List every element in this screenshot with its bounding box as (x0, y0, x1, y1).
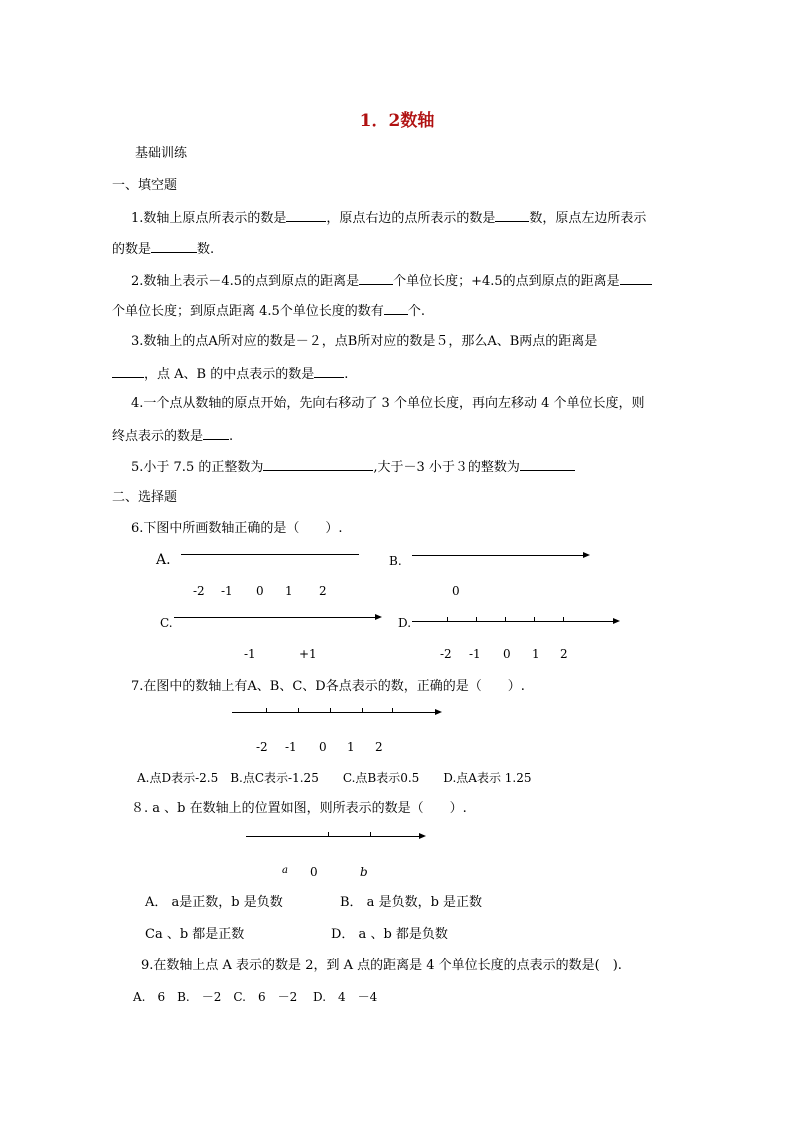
q7-tick (266, 708, 267, 713)
q7-tick (330, 708, 331, 713)
q6-axis-d (412, 621, 614, 622)
q6-d-label-4: 1 (532, 647, 540, 661)
q6-c-label-1: -1 (244, 647, 256, 661)
question-5 (131, 458, 575, 476)
q4-part-c: . (229, 429, 234, 444)
q1-part-a: 1.数轴上原点所表示的数是 (131, 211, 287, 226)
q7-tick (298, 708, 299, 713)
q6-d-tick (534, 617, 535, 622)
q3-blank-2[interactable] (314, 365, 344, 378)
q7-tick (362, 708, 363, 713)
q6-axis-a (181, 554, 359, 555)
q6-d-label-3: 0 (503, 647, 511, 661)
q6-option-b[interactable]: B. (389, 554, 402, 568)
q2-part-b: 个单位长度；+4.5的点到原点的距离是 (393, 274, 620, 289)
question-2-line-1 (131, 272, 652, 290)
q8-option-d[interactable]: D． a 、b 都是负数 (331, 927, 448, 942)
q8-axis (246, 836, 420, 837)
q6-a-label-4: 1 (285, 584, 293, 598)
q6-a-label-3: 0 (256, 584, 264, 598)
question-9-stem: 9.在数轴上点 A 表示的数是 2，到 A 点的距离是 4 个单位长度的点表示的数是( ). (141, 958, 622, 973)
question-4-line-2 (112, 427, 233, 445)
q7-label-1: -2 (256, 740, 268, 754)
q8-option-c[interactable]: Ca 、b 都是正数 (145, 927, 245, 942)
question-4-line-1: 4.一个点从数轴的原点开始，先向右移动了 3 个单位长度，再向左移动 4 个单位长度，则 (131, 396, 645, 411)
q6-option-a[interactable]: A. (156, 552, 171, 568)
question-1-line-2 (112, 240, 214, 258)
q6-axis-b (412, 555, 584, 556)
q5-blank-1[interactable] (263, 458, 373, 471)
q7-label-3: 0 (319, 740, 327, 754)
q6-option-d[interactable]: D. (398, 616, 412, 630)
q8-tick (370, 832, 371, 837)
q4-blank-1[interactable] (203, 427, 229, 440)
q7-options[interactable]: A.点D表示-2.5 B.点C表示-1.25 C.点B表示0.5 D.点A表示 1.25 (137, 771, 532, 785)
q2-blank-1[interactable] (359, 272, 393, 285)
q6-d-label-1: -2 (440, 647, 452, 661)
question-8-stem: ８. a 、b 在数轴上的位置如图，则所表示的数是（ ）. (131, 801, 467, 816)
q6-d-label-2: -1 (469, 647, 481, 661)
q1-blank-3[interactable] (151, 240, 197, 253)
question-2-line-2 (112, 302, 425, 320)
question-3-line-1: 3.数轴上的点A所对应的数是－２，点B所对应的数是５，那么A、B两点的距离是 (131, 334, 598, 349)
question-7-stem: 7.在图中的数轴上有A、B、C、D各点表示的数，正确的是（ ）. (131, 679, 525, 694)
q2-part-c: 个单位长度；到原点距离 4.5个单位长度的数有 (112, 304, 384, 319)
q7-label-4: 1 (347, 740, 355, 754)
question-1-line-1 (131, 209, 646, 227)
q2-part-a: 2.数轴上表示－4.5的点到原点的距离是 (131, 274, 360, 289)
q2-blank-2[interactable] (620, 272, 652, 285)
q6-c-label-2: +1 (299, 647, 317, 661)
q2-blank-3[interactable] (384, 302, 408, 315)
question-6-stem: 6.下图中所画数轴正确的是（ ）. (131, 521, 343, 536)
q6-a-label-2: -1 (221, 584, 233, 598)
q7-label-5: 2 (375, 740, 383, 754)
q6-a-label-1: -2 (193, 584, 205, 598)
q6-d-label-5: 2 (560, 647, 568, 661)
page-title: 1．2数轴 (359, 111, 435, 131)
q2-part-d: 个. (407, 304, 425, 319)
q1-blank-1[interactable] (286, 209, 326, 222)
section-choice: 二、选择题 (112, 490, 178, 505)
q7-label-2: -1 (285, 740, 297, 754)
q8-tick (328, 832, 329, 837)
q7-tick (392, 708, 393, 713)
q1-blank-2[interactable] (495, 209, 529, 222)
q5-blank-2[interactable] (520, 458, 575, 471)
q6-d-tick (505, 617, 506, 622)
q6-d-tick (447, 617, 448, 622)
q5-part-b: ,大于－3 小于３的整数为 (373, 460, 520, 475)
q6-a-label-5: 2 (319, 584, 327, 598)
q8-label-b: b (360, 865, 368, 879)
q8-label-a: a (282, 865, 288, 876)
q6-d-tick (563, 617, 564, 622)
section-fill: 一、填空题 (112, 178, 178, 193)
q5-part-a: 5.小于 7.5 的正整数为 (131, 460, 264, 475)
q6-d-tick (476, 617, 477, 622)
q3-part-c: . (344, 367, 349, 382)
q3-blank-1[interactable] (112, 365, 144, 378)
subtitle: 基础训练 (135, 146, 188, 161)
q4-part-b: 终点表示的数是 (112, 429, 204, 444)
q7-axis (232, 712, 436, 713)
q6-option-c[interactable]: C. (160, 616, 173, 630)
q8-option-a[interactable]: A． a是正数，b 是负数 (145, 895, 283, 910)
q1-part-b: ，原点右边的点所表示的数是 (326, 211, 496, 226)
q1-part-d: 的数是 (112, 242, 152, 257)
q9-options[interactable]: A. 6 B. －2 C. 6 －2 D. 4 －4 (133, 990, 378, 1004)
q6-b-label-1: 0 (452, 584, 460, 598)
q8-label-0: 0 (310, 865, 318, 879)
question-3-line-2 (112, 365, 348, 383)
q8-option-b[interactable]: B． a 是负数，b 是正数 (340, 895, 483, 910)
q6-axis-c (174, 617, 376, 618)
q3-part-b: ，点 A、B 的中点表示的数是 (144, 367, 315, 382)
q1-part-e: 数. (197, 242, 215, 257)
q1-part-c: 数，原点左边所表示 (529, 211, 647, 226)
